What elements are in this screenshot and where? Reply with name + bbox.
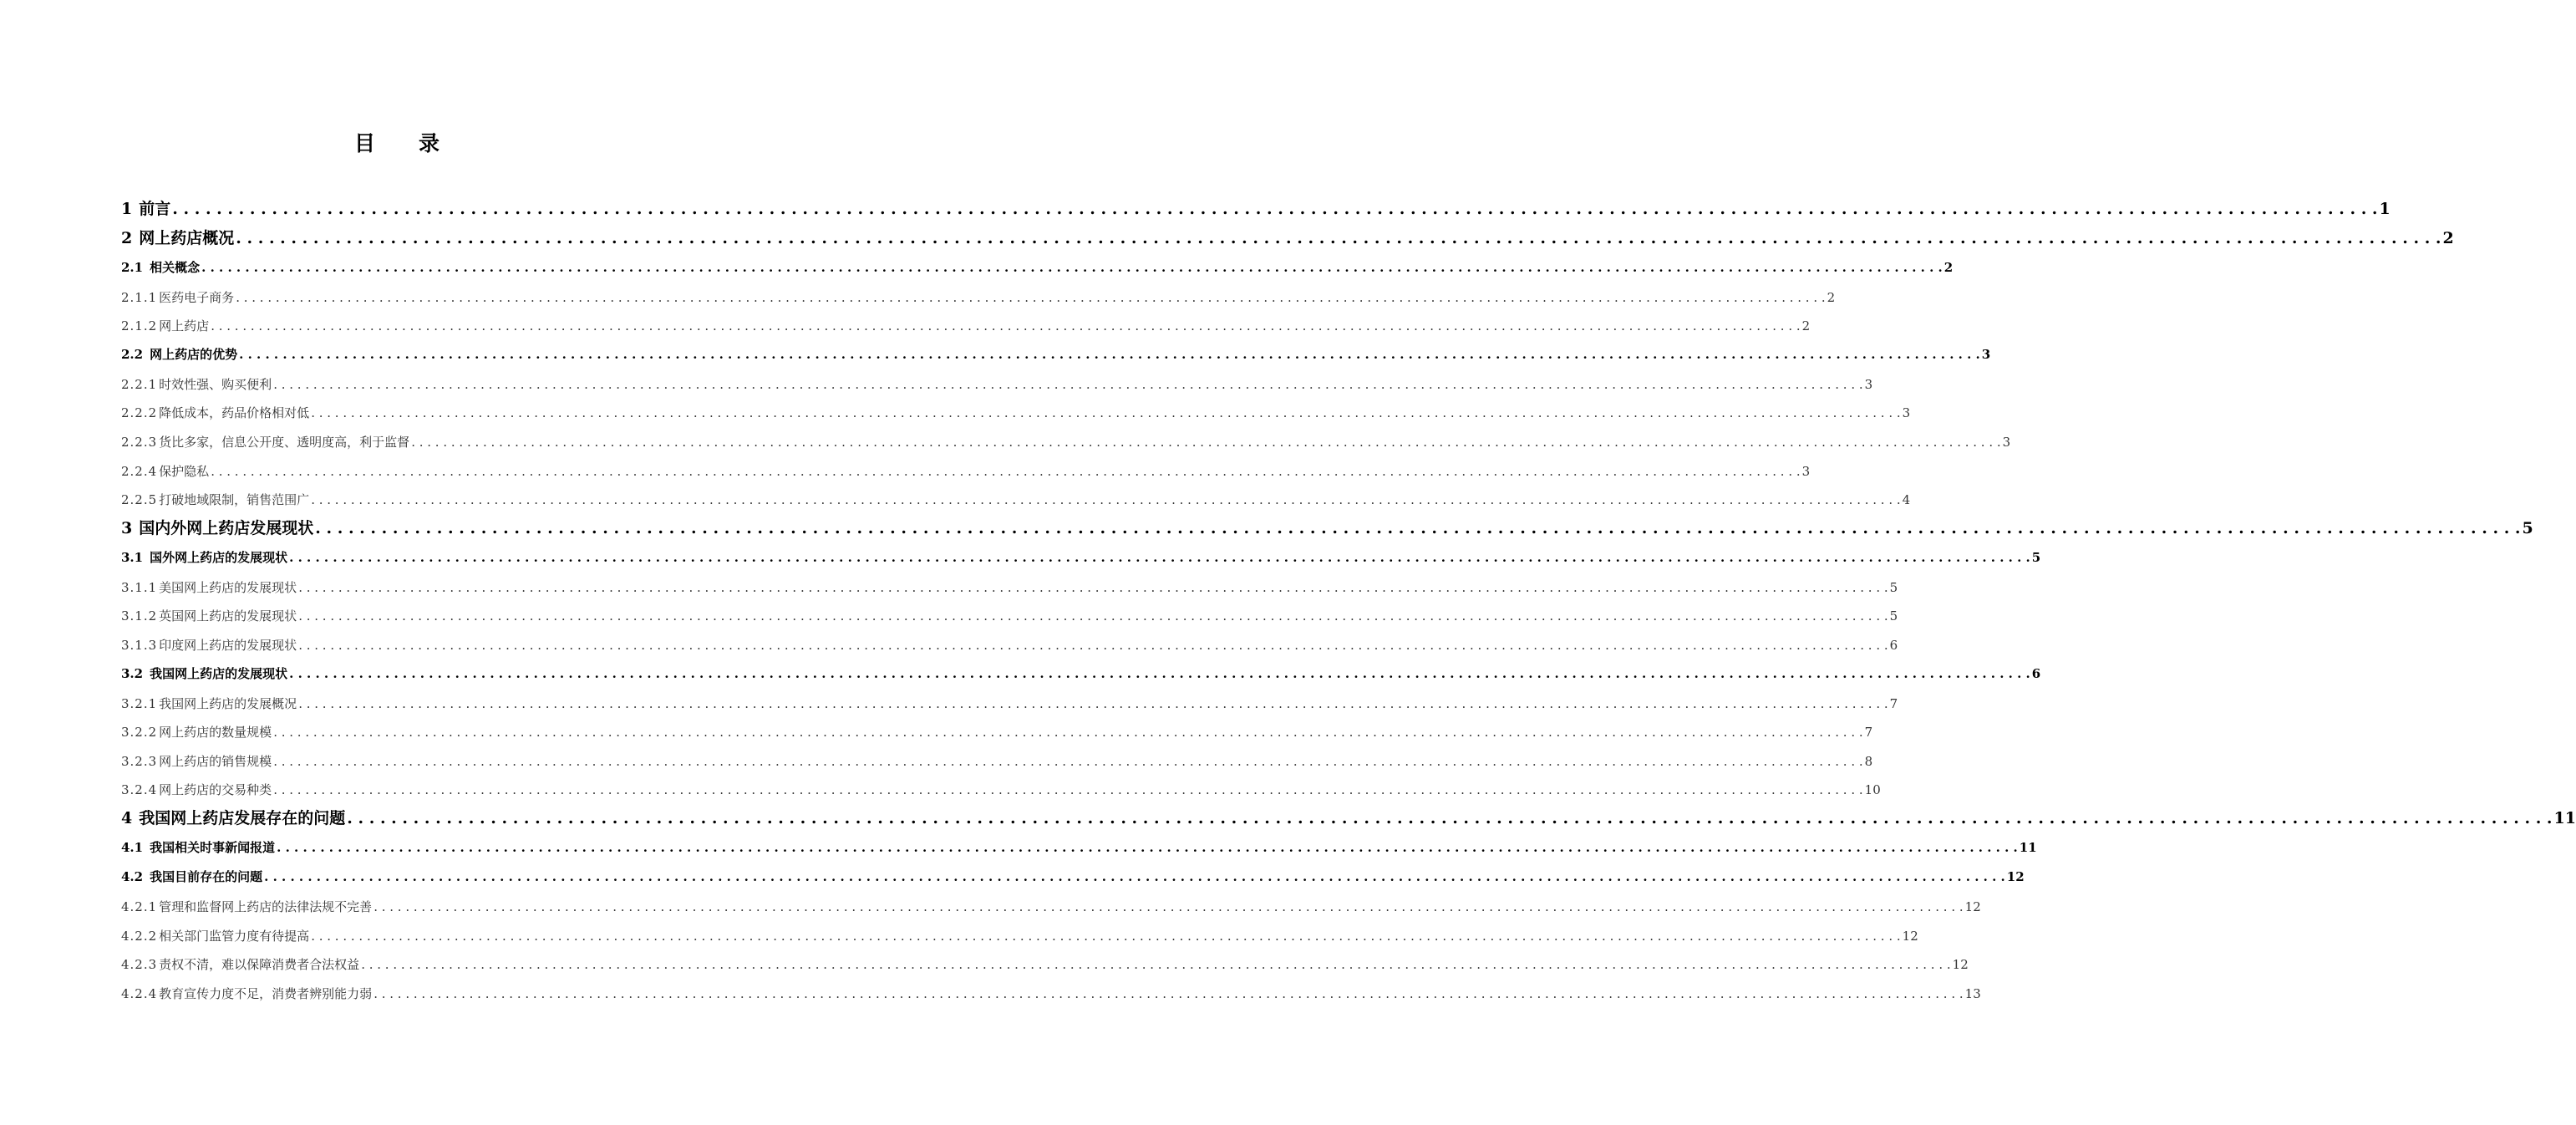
toc-entry-page-number: 12 [1964, 898, 1981, 914]
toc-entry-number: 1 [121, 200, 133, 218]
toc-entry-label: 前言 [139, 200, 171, 218]
toc-entry-number: 2.1 [121, 260, 144, 275]
toc-entry-page-number: 12 [1902, 928, 1918, 944]
toc-entry-number: 4.1 [121, 840, 144, 856]
toc-entry-page-number: 12 [2006, 869, 2025, 885]
toc-entry[interactable] [121, 659, 2041, 689]
toc-entry[interactable] [121, 456, 1811, 486]
toc-dot-leader: . . . . . . . . . . . . . . . . . . . . . . . . . . . . . . . . . . . . . . . . . . . . . . . . . . . . . . . . . . . . . . . . . . . . . . . . . . . . . . . . . . . . . . . . . . . . . . . . . . . . . . . . . . . . . . . . . . . . . . . . . . . . . . . . . . . . . . . . . . . . . . . . . . . . . . . . . . . . . . . . . . . . . . . . . . . . . . . . . . . . . . . . . . . . . . . . . . . . . . . . [273, 782, 1863, 798]
toc-entry[interactable] [121, 399, 1911, 428]
toc-entry-number: 4.2.1 [121, 898, 158, 914]
toc-entry-number: 3.2 [121, 665, 144, 681]
toc-entry[interactable] [121, 427, 2011, 456]
toc-dot-leader: . . . . . . . . . . . . . . . . . . . . . . . . . . . . . . . . . . . . . . . . . . . . . . . . . . . . . . . . . . . . . . . . . . . . . . . . . . . . . . . . . . . . . . . . . . . . . . . . . . . . . . . . . . . . . . . . . . . . . . . . . . . . . . . . . . . . . . . . . . . . . . . . . . . . . . . . . . . . . . . . . . . . . . . . . . . . . . . . . . . . . . . . . . . . . . . . . . . . . . . . [411, 434, 2001, 450]
toc-entry-page-number: 10 [1864, 782, 1881, 798]
toc-entry-number: 2.2.4 [121, 463, 158, 479]
toc-entry-number: 3.1 [121, 550, 144, 566]
toc-entry[interactable] [121, 776, 1881, 805]
toc-entry-label: 网上药店的数量规模 [159, 725, 272, 741]
toc-entry-page-number: 2 [1801, 318, 1811, 334]
toc-dot-leader: . . . . . . . . . . . . . . . . . . . . . . . . . . . . . . . . . . . . . . . . . . . . . . . . . . . . . . . . . . . . . . . . . . . . . . . . . . . . . . . . . . . . . . . . . . . . . . . . . . . . . . . . . . . . . . . . . . . . . . . . . . . . . . . . . . . . . . . . . . . . . . . . . . . . . . . . . . . . . . . . . . . . . . . . . . . . . . . . . . . . . . . . . . . . . . . . . . . . . . . . [264, 869, 2005, 885]
toc-entry[interactable] [121, 369, 1873, 399]
toc-entry[interactable] [121, 718, 1873, 747]
toc-entry-page-number: 2 [2442, 229, 2454, 247]
toc-entry[interactable] [121, 804, 2576, 833]
toc-entry[interactable] [121, 630, 1898, 659]
toc-dot-leader: . . . . . . . . . . . . . . . . . . . . . . . . . . . . . . . . . . . . . . . . . . . . . . . . . . . . . . . . . . . . . . . . . . . . . . . . . . . . . . . . . . . . . . . . . . . . . . . . . . . . . . . . . . . . . . . . . . . . . . . . . . . . . . . . . . . . . . . . . . . . . . . . . . . . . . . . . . . . . . . . . . . . . . . . . . . . . . . . . . . . . . . . . . . . . . . . . . . . . . . . [273, 725, 1863, 741]
toc-entry-number: 4.2 [121, 869, 144, 885]
toc-dot-leader: . . . . . . . . . . . . . . . . . . . . . . . . . . . . . . . . . . . . . . . . . . . . . . . . . . . . . . . . . . . . . . . . . . . . . . . . . . . . . . . . . . . . . . . . . . . . . . . . . . . . . . . . . . . . . . . . . . . . . . . . . . . . . . . . . . . . . . . . . . . . . . . . . . . . . . . . . . . . . . . . . . . . . . . . . . . . . . . . . . . . . . . . . . . . . . . . . . . . . . . . [315, 519, 2521, 538]
toc-entry-page-number: 2 [1827, 289, 1836, 305]
toc-dot-leader: . . . . . . . . . . . . . . . . . . . . . . . . . . . . . . . . . . . . . . . . . . . . . . . . . . . . . . . . . . . . . . . . . . . . . . . . . . . . . . . . . . . . . . . . . . . . . . . . . . . . . . . . . . . . . . . . . . . . . . . . . . . . . . . . . . . . . . . . . . . . . . . . . . . . . . . . . . . . . . . . . . . . . . . . . . . . . . . . . . . . . . . . . . . . . . . . . . . . . . . . [298, 637, 1888, 653]
toc-dot-leader: . . . . . . . . . . . . . . . . . . . . . . . . . . . . . . . . . . . . . . . . . . . . . . . . . . . . . . . . . . . . . . . . . . . . . . . . . . . . . . . . . . . . . . . . . . . . . . . . . . . . . . . . . . . . . . . . . . . . . . . . . . . . . . . . . . . . . . . . . . . . . . . . . . . . . . . . . . . . . . . . . . . . . . . . . . . . . . . . . . . . . . . . . . . . . . . . . . . . . . . . [373, 985, 1964, 1001]
toc-entry[interactable] [121, 283, 1836, 312]
toc-entry[interactable] [121, 892, 1981, 921]
toc-entry[interactable] [121, 689, 1898, 718]
toc-entry-page-number: 11 [2553, 809, 2576, 828]
toc-entry-label: 英国网上药店的发展现状 [159, 608, 297, 624]
toc-dot-leader: . . . . . . . . . . . . . . . . . . . . . . . . . . . . . . . . . . . . . . . . . . . . . . . . . . . . . . . . . . . . . . . . . . . . . . . . . . . . . . . . . . . . . . . . . . . . . . . . . . . . . . . . . . . . . . . . . . . . . . . . . . . . . . . . . . . . . . . . . . . . . . . . . . . . . . . . . . . . . . . . . . . . . . . . . . . . . . . . . . . . . . . . . . . . . . . . . . . . . . . . [311, 405, 1901, 421]
toc-dot-leader: . . . . . . . . . . . . . . . . . . . . . . . . . . . . . . . . . . . . . . . . . . . . . . . . . . . . . . . . . . . . . . . . . . . . . . . . . . . . . . . . . . . . . . . . . . . . . . . . . . . . . . . . . . . . . . . . . . . . . . . . . . . . . . . . . . . . . . . . . . . . . . . . . . . . . . . . . . . . . . . . . . . . . . . . . . . . . . . . . . . . . . . . . . . . . . . . . . . . . . . . [289, 665, 2030, 681]
title-char-1: 目 [353, 131, 375, 155]
toc-entry-number: 3.1.1 [121, 579, 158, 595]
toc-entry-page-number: 13 [1964, 985, 1981, 1001]
toc-entry[interactable] [121, 921, 1918, 950]
toc-entry-page-number: 5 [1889, 608, 1898, 624]
toc-entry[interactable] [121, 979, 1981, 1008]
toc-entry-page-number: 6 [2031, 665, 2041, 681]
toc-dot-leader: . . . . . . . . . . . . . . . . . . . . . . . . . . . . . . . . . . . . . . . . . . . . . . . . . . . . . . . . . . . . . . . . . . . . . . . . . . . . . . . . . . . . . . . . . . . . . . . . . . . . . . . . . . . . . . . . . . . . . . . . . . . . . . . . . . . . . . . . . . . . . . . . . . . . . . . . . . . . . . . . . . . . . . . . . . . . . . . . . . . . . . . . . . . . . . . . . . . . . . . . [347, 809, 2553, 828]
toc-dot-leader: . . . . . . . . . . . . . . . . . . . . . . . . . . . . . . . . . . . . . . . . . . . . . . . . . . . . . . . . . . . . . . . . . . . . . . . . . . . . . . . . . . . . . . . . . . . . . . . . . . . . . . . . . . . . . . . . . . . . . . . . . . . . . . . . . . . . . . . . . . . . . . . . . . . . . . . . . . . . . . . . . . . . . . . . . . . . . . . . . . . . . . . . . . . . . . . . . . . . . . . . [361, 957, 1951, 973]
toc-entry[interactable] [121, 514, 2533, 543]
toc-entry[interactable] [121, 863, 2025, 892]
toc-dot-leader: . . . . . . . . . . . . . . . . . . . . . . . . . . . . . . . . . . . . . . . . . . . . . . . . . . . . . . . . . . . . . . . . . . . . . . . . . . . . . . . . . . . . . . . . . . . . . . . . . . . . . . . . . . . . . . . . . . . . . . . . . . . . . . . . . . . . . . . . . . . . . . . . . . . . . . . . . . . . . . . . . . . . . . . . . . . . . . . . . . . . . . . . . . . . . . . . . . . . . . . . [311, 492, 1901, 508]
toc-entry-number: 3.2.3 [121, 753, 158, 769]
toc-entry-number: 3.2.1 [121, 695, 158, 711]
toc-entry-number: 2.1.1 [121, 289, 158, 305]
toc-entry-number: 3 [121, 519, 133, 538]
toc-entry[interactable] [121, 746, 1873, 776]
toc-entry-label: 网上药店的销售规模 [159, 753, 272, 769]
toc-entry-number: 2.2.5 [121, 492, 158, 508]
toc-entry-page-number: 3 [2002, 434, 2011, 450]
toc-entry-page-number: 5 [2522, 519, 2533, 538]
toc-entry[interactable] [121, 602, 1898, 631]
toc-entry-label: 网上药店的交易种类 [159, 782, 272, 798]
toc-dot-leader: . . . . . . . . . . . . . . . . . . . . . . . . . . . . . . . . . . . . . . . . . . . . . . . . . . . . . . . . . . . . . . . . . . . . . . . . . . . . . . . . . . . . . . . . . . . . . . . . . . . . . . . . . . . . . . . . . . . . . . . . . . . . . . . . . . . . . . . . . . . . . . . . . . . . . . . . . . . . . . . . . . . . . . . . . . . . . . . . . . . . . . . . . . . . . . . . . . . . . . . . [211, 318, 1801, 334]
toc-entry-label: 管理和监督网上药店的法律法规不完善 [159, 898, 373, 914]
toc-entry-label: 医药电子商务 [159, 289, 235, 305]
toc-entry-number: 4 [121, 809, 133, 828]
toc-entry-page-number: 5 [2031, 550, 2041, 566]
toc-entry-label: 美国网上药店的发展现状 [159, 579, 297, 595]
toc-entry[interactable] [121, 833, 2037, 863]
toc-dot-leader: . . . . . . . . . . . . . . . . . . . . . . . . . . . . . . . . . . . . . . . . . . . . . . . . . . . . . . . . . . . . . . . . . . . . . . . . . . . . . . . . . . . . . . . . . . . . . . . . . . . . . . . . . . . . . . . . . . . . . . . . . . . . . . . . . . . . . . . . . . . . . . . . . . . . . . . . . . . . . . . . . . . . . . . . . . . . . . . . . . . . . . . . . . . . . . . . . . . . . . . . [239, 347, 1980, 363]
toc-dot-leader: . . . . . . . . . . . . . . . . . . . . . . . . . . . . . . . . . . . . . . . . . . . . . . . . . . . . . . . . . . . . . . . . . . . . . . . . . . . . . . . . . . . . . . . . . . . . . . . . . . . . . . . . . . . . . . . . . . . . . . . . . . . . . . . . . . . . . . . . . . . . . . . . . . . . . . . . . . . . . . . . . . . . . . . . . . . . . . . . . . . . . . . . . . . . . . . . . . . . . . . . [211, 463, 1801, 479]
toc-entry-label: 打破地域限制，销售范围广 [159, 492, 310, 508]
toc-entry-label: 货比多家，信息公开度、透明度高，利于监督 [159, 434, 410, 450]
toc-entry-label: 我国网上药店发展存在的问题 [139, 809, 346, 828]
toc-entry-number: 2.2.2 [121, 405, 158, 421]
toc-entry[interactable] [121, 224, 2454, 253]
toc-entry-page-number: 4 [1902, 492, 1911, 508]
toc-dot-leader: . . . . . . . . . . . . . . . . . . . . . . . . . . . . . . . . . . . . . . . . . . . . . . . . . . . . . . . . . . . . . . . . . . . . . . . . . . . . . . . . . . . . . . . . . . . . . . . . . . . . . . . . . . . . . . . . . . . . . . . . . . . . . . . . . . . . . . . . . . . . . . . . . . . . . . . . . . . . . . . . . . . . . . . . . . . . . . . . . . . . . . . . . . . . . . . . . . . . . . . . [298, 608, 1888, 624]
toc-entry[interactable] [121, 950, 1969, 980]
toc-entry-page-number: 8 [1864, 753, 1873, 769]
toc-entry-page-number: 7 [1889, 695, 1898, 711]
toc-entry-number: 4.2.3 [121, 957, 158, 973]
toc-entry-label: 保护隐私 [159, 463, 210, 479]
toc-dot-leader: . . . . . . . . . . . . . . . . . . . . . . . . . . . . . . . . . . . . . . . . . . . . . . . . . . . . . . . . . . . . . . . . . . . . . . . . . . . . . . . . . . . . . . . . . . . . . . . . . . . . . . . . . . . . . . . . . . . . . . . . . . . . . . . . . . . . . . . . . . . . . . . . . . . . . . . . . . . . . . . . . . . . . . . . . . . . . . . . . . . . . . . . . . . . . . . . . . . . . . . . [298, 695, 1888, 711]
toc-entry-label: 教育宣传力度不足，消费者辨别能力弱 [159, 985, 373, 1001]
toc-entry[interactable] [121, 312, 1811, 341]
toc-entry-label: 网上药店的优势 [150, 347, 238, 363]
toc-entry-page-number: 3 [1902, 405, 1911, 421]
toc-entry-label: 我国网上药店的发展概况 [159, 695, 297, 711]
toc-entry-number: 4.2.2 [121, 928, 158, 944]
toc-entry-number: 2 [121, 229, 133, 247]
toc-entry-label: 相关概念 [150, 260, 201, 275]
toc-dot-leader: . . . . . . . . . . . . . . . . . . . . . . . . . . . . . . . . . . . . . . . . . . . . . . . . . . . . . . . . . . . . . . . . . . . . . . . . . . . . . . . . . . . . . . . . . . . . . . . . . . . . . . . . . . . . . . . . . . . . . . . . . . . . . . . . . . . . . . . . . . . . . . . . . . . . . . . . . . . . . . . . . . . . . . . . . . . . . . . . . . . . . . . . . . . . . . . . . . . . . . . . [298, 579, 1888, 595]
toc-entry-number: 2.2.3 [121, 434, 158, 450]
toc-dot-leader: . . . . . . . . . . . . . . . . . . . . . . . . . . . . . . . . . . . . . . . . . . . . . . . . . . . . . . . . . . . . . . . . . . . . . . . . . . . . . . . . . . . . . . . . . . . . . . . . . . . . . . . . . . . . . . . . . . . . . . . . . . . . . . . . . . . . . . . . . . . . . . . . . . . . . . . . . . . . . . . . . . . . . . . . . . . . . . . . . . . . . . . . . . . . . . . . . . . . . . . . [236, 229, 2441, 247]
toc-dot-leader: . . . . . . . . . . . . . . . . . . . . . . . . . . . . . . . . . . . . . . . . . . . . . . . . . . . . . . . . . . . . . . . . . . . . . . . . . . . . . . . . . . . . . . . . . . . . . . . . . . . . . . . . . . . . . . . . . . . . . . . . . . . . . . . . . . . . . . . . . . . . . . . . . . . . . . . . . . . . . . . . . . . . . . . . . . . . . . . . . . . . . . . . . . . . . . . . . . . . . . . . [172, 200, 2378, 218]
toc-entry-page-number: 5 [1889, 579, 1898, 595]
page-title [0, 127, 794, 157]
toc-entry-label: 我国网上药店的发展现状 [150, 665, 288, 681]
toc-dot-leader: . . . . . . . . . . . . . . . . . . . . . . . . . . . . . . . . . . . . . . . . . . . . . . . . . . . . . . . . . . . . . . . . . . . . . . . . . . . . . . . . . . . . . . . . . . . . . . . . . . . . . . . . . . . . . . . . . . . . . . . . . . . . . . . . . . . . . . . . . . . . . . . . . . . . . . . . . . . . . . . . . . . . . . . . . . . . . . . . . . . . . . . . . . . . . . . . . . . . . . . . [289, 550, 2030, 566]
toc-entry-number: 4.2.4 [121, 985, 158, 1001]
toc-entry[interactable] [121, 253, 1954, 283]
toc-entry[interactable] [121, 573, 1898, 602]
toc-entry-number: 3.1.2 [121, 608, 158, 624]
table-of-contents [121, 195, 2576, 1008]
toc-entry-page-number: 3 [1801, 463, 1811, 479]
toc-entry-number: 3.2.2 [121, 725, 158, 741]
toc-entry-label: 印度网上药店的发展现状 [159, 637, 297, 653]
toc-entry-number: 3.1.3 [121, 637, 158, 653]
toc-entry-label: 国外网上药店的发展现状 [150, 550, 288, 566]
toc-dot-leader: . . . . . . . . . . . . . . . . . . . . . . . . . . . . . . . . . . . . . . . . . . . . . . . . . . . . . . . . . . . . . . . . . . . . . . . . . . . . . . . . . . . . . . . . . . . . . . . . . . . . . . . . . . . . . . . . . . . . . . . . . . . . . . . . . . . . . . . . . . . . . . . . . . . . . . . . . . . . . . . . . . . . . . . . . . . . . . . . . . . . . . . . . . . . . . . . . . . . . . . . [311, 928, 1901, 944]
toc-entry-label: 时效性强、购买便利 [159, 376, 272, 392]
toc-entry-label: 网上药店 [159, 318, 210, 334]
toc-entry-page-number: 6 [1889, 637, 1898, 653]
toc-entry-number: 3.2.4 [121, 782, 158, 798]
toc-entry-number: 2.1.2 [121, 318, 158, 334]
toc-entry-number: 2.2.1 [121, 376, 158, 392]
toc-entry-label: 我国相关时事新闻报道 [150, 840, 276, 856]
toc-dot-leader: . . . . . . . . . . . . . . . . . . . . . . . . . . . . . . . . . . . . . . . . . . . . . . . . . . . . . . . . . . . . . . . . . . . . . . . . . . . . . . . . . . . . . . . . . . . . . . . . . . . . . . . . . . . . . . . . . . . . . . . . . . . . . . . . . . . . . . . . . . . . . . . . . . . . . . . . . . . . . . . . . . . . . . . . . . . . . . . . . . . . . . . . . . . . . . . . . . . . . . . . [373, 898, 1964, 914]
title-char-2: 录 [419, 131, 440, 155]
toc-dot-leader: . . . . . . . . . . . . . . . . . . . . . . . . . . . . . . . . . . . . . . . . . . . . . . . . . . . . . . . . . . . . . . . . . . . . . . . . . . . . . . . . . . . . . . . . . . . . . . . . . . . . . . . . . . . . . . . . . . . . . . . . . . . . . . . . . . . . . . . . . . . . . . . . . . . . . . . . . . . . . . . . . . . . . . . . . . . . . . . . . . . . . . . . . . . . . . . . . . . . . . . . [201, 260, 1943, 275]
toc-entry-page-number: 11 [2019, 840, 2037, 856]
toc-entry-page-number: 3 [1981, 347, 1991, 363]
toc-entry-page-number: 12 [1952, 957, 1969, 973]
toc-entry-label: 相关部门监管力度有待提高 [159, 928, 310, 944]
toc-entry-label: 国内外网上药店发展现状 [139, 519, 314, 538]
toc-entry-label: 网上药店概况 [139, 229, 235, 247]
toc-entry[interactable] [121, 340, 1991, 369]
toc-dot-leader: . . . . . . . . . . . . . . . . . . . . . . . . . . . . . . . . . . . . . . . . . . . . . . . . . . . . . . . . . . . . . . . . . . . . . . . . . . . . . . . . . . . . . . . . . . . . . . . . . . . . . . . . . . . . . . . . . . . . . . . . . . . . . . . . . . . . . . . . . . . . . . . . . . . . . . . . . . . . . . . . . . . . . . . . . . . . . . . . . . . . . . . . . . . . . . . . . . . . . . . . [277, 840, 2018, 856]
toc-entry-label: 降低成本，药品价格相对低 [159, 405, 310, 421]
toc-entry-page-number: 7 [1864, 725, 1873, 741]
toc-entry-page-number: 2 [1943, 260, 1954, 275]
toc-entry-label: 责权不清，难以保障消费者合法权益 [159, 957, 360, 973]
toc-entry[interactable] [121, 195, 2391, 224]
toc-entry[interactable] [121, 486, 1911, 515]
toc-entry-number: 2.2 [121, 347, 144, 363]
toc-dot-leader: . . . . . . . . . . . . . . . . . . . . . . . . . . . . . . . . . . . . . . . . . . . . . . . . . . . . . . . . . . . . . . . . . . . . . . . . . . . . . . . . . . . . . . . . . . . . . . . . . . . . . . . . . . . . . . . . . . . . . . . . . . . . . . . . . . . . . . . . . . . . . . . . . . . . . . . . . . . . . . . . . . . . . . . . . . . . . . . . . . . . . . . . . . . . . . . . . . . . . . . . [273, 753, 1863, 769]
toc-entry-label: 我国目前存在的问题 [150, 869, 263, 885]
toc-entry-page-number: 1 [2379, 200, 2391, 218]
toc-entry[interactable] [121, 543, 2041, 573]
toc-dot-leader: . . . . . . . . . . . . . . . . . . . . . . . . . . . . . . . . . . . . . . . . . . . . . . . . . . . . . . . . . . . . . . . . . . . . . . . . . . . . . . . . . . . . . . . . . . . . . . . . . . . . . . . . . . . . . . . . . . . . . . . . . . . . . . . . . . . . . . . . . . . . . . . . . . . . . . . . . . . . . . . . . . . . . . . . . . . . . . . . . . . . . . . . . . . . . . . . . . . . . . . . [273, 376, 1863, 392]
toc-entry-page-number: 3 [1864, 376, 1873, 392]
toc-dot-leader: . . . . . . . . . . . . . . . . . . . . . . . . . . . . . . . . . . . . . . . . . . . . . . . . . . . . . . . . . . . . . . . . . . . . . . . . . . . . . . . . . . . . . . . . . . . . . . . . . . . . . . . . . . . . . . . . . . . . . . . . . . . . . . . . . . . . . . . . . . . . . . . . . . . . . . . . . . . . . . . . . . . . . . . . . . . . . . . . . . . . . . . . . . . . . . . . . . . . . . . . [236, 289, 1826, 305]
